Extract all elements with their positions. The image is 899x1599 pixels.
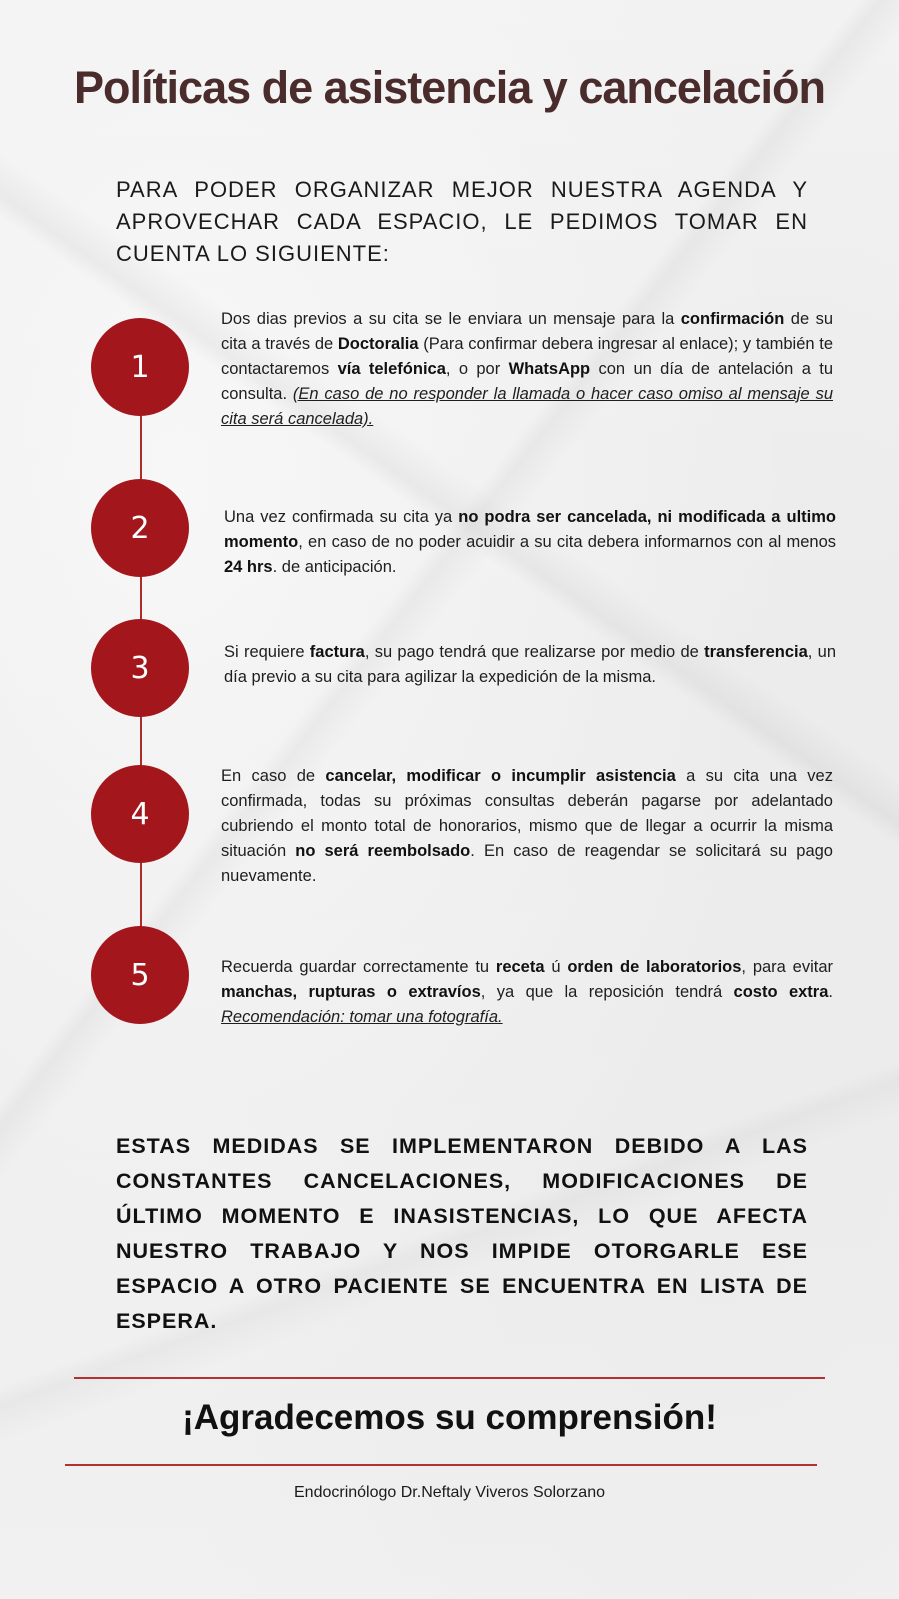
closing-statement: ESTAS MEDIDAS SE IMPLEMENTARON DEBIDO A LAS CONSTANTES CANCELACIONES, MODIFICACIONES DE ÚLTIMO MOMENTO E INASISTENCIAS, LO QUE AFECTA NUESTRO TRABAJO Y NOS IMPIDE OTORGARLE ESE ESPACIO A OTRO PACIENTE SE ENCUENTRA EN LISTA DE ESPERA. (116, 1134, 808, 1333)
text-segment: de su cita a través de (221, 310, 833, 353)
text-segment: , para evitar (741, 958, 834, 976)
bold-phrase: Doctoralia (337, 335, 419, 353)
doctor-signature: Endocrinólogo Dr.Neftaly Viveros Solorzano (294, 1484, 605, 1501)
text-segment: con un día de antelación a tu consulta. (221, 360, 833, 403)
text-segment: , un día previo a su cita para agilizar la expedición de la misma. (224, 643, 836, 686)
bold-phrase: transferencia (704, 643, 808, 661)
bold-phrase: cancelar, modificar o incumplir asistencia (325, 767, 676, 785)
step-2-text (224, 505, 836, 580)
bold-phrase: vía telefónica (337, 360, 446, 378)
step-4-circle: 4 (91, 765, 189, 863)
text-segment: , su pago tendrá que realizarse por medio de (364, 643, 705, 661)
bold-phrase: manchas, rupturas o extravíos (221, 983, 481, 1001)
bold-phrase: orden de laboratorios (567, 958, 742, 976)
text-segment: Dos dias previos a su cita se le enviara un mensaje para la (221, 310, 681, 328)
thanks-heading: ¡Agradecemos su comprensión! (182, 1398, 717, 1437)
text-segment: , en caso de no poder acuidir a su cita debera informarnos con al menos (298, 533, 836, 551)
text-segment: En caso de (221, 767, 326, 785)
bold-phrase: receta (495, 958, 545, 976)
underlined-note: (En caso de no responder la llamada o hacer caso omiso al mensaje su cita será cancelada). (221, 385, 833, 428)
step-5-text (221, 955, 833, 1030)
step-5-circle: 5 (91, 926, 189, 1024)
text-segment: Una vez confirmada su cita ya (224, 508, 459, 526)
divider-bottom (65, 1464, 817, 1466)
text-segment: a su cita una vez confirmada, todas su próximas consultas deberán pagarse por adelantado cubriendo el monto total de honorarios, mismo que de llegar a ocurrir la misma situación (221, 767, 833, 860)
step-2-circle: 2 (91, 479, 189, 577)
bold-phrase: costo extra (733, 983, 829, 1001)
bold-phrase: 24 hrs (224, 558, 273, 576)
text-segment: . En caso de reagendar se solicitará su pago nuevamente. (221, 842, 833, 885)
bold-phrase: no podra ser cancelada, ni modificada a ultimo momento (224, 508, 836, 551)
step-1-text (221, 307, 833, 432)
text-segment: ú (544, 958, 568, 976)
text-segment: Recuerda guardar correctamente tu (221, 958, 496, 976)
step-1-circle: 1 (91, 318, 189, 416)
step-4-text (221, 764, 833, 889)
bold-phrase: WhatsApp (508, 360, 591, 378)
page-title: Políticas de asistencia y cancelación (74, 62, 825, 113)
text-segment: , ya que la reposición tendrá (480, 983, 734, 1001)
text-segment: . de anticipación. (272, 558, 397, 576)
text-segment: . (828, 983, 833, 1001)
step-3-circle: 3 (91, 619, 189, 717)
bold-phrase: factura (309, 643, 365, 661)
bold-phrase: confirmación (680, 310, 785, 328)
intro-text: PARA PODER ORGANIZAR MEJOR NUESTRA AGENDA Y APROVECHAR CADA ESPACIO, LE PEDIMOS TOMAR EN CUENTA LO SIGUIENTE: (116, 177, 808, 266)
text-segment: Si requiere (224, 643, 310, 661)
underlined-note: Recomendación: tomar una fotografía. (221, 1008, 503, 1026)
divider-top (74, 1377, 825, 1379)
step-3-text (224, 640, 836, 690)
text-segment: , o por (445, 360, 509, 378)
bold-phrase: no será reembolsado (295, 842, 471, 860)
text-segment: (Para confirmar debera ingresar al enlace); y también te contactaremos (221, 335, 833, 378)
